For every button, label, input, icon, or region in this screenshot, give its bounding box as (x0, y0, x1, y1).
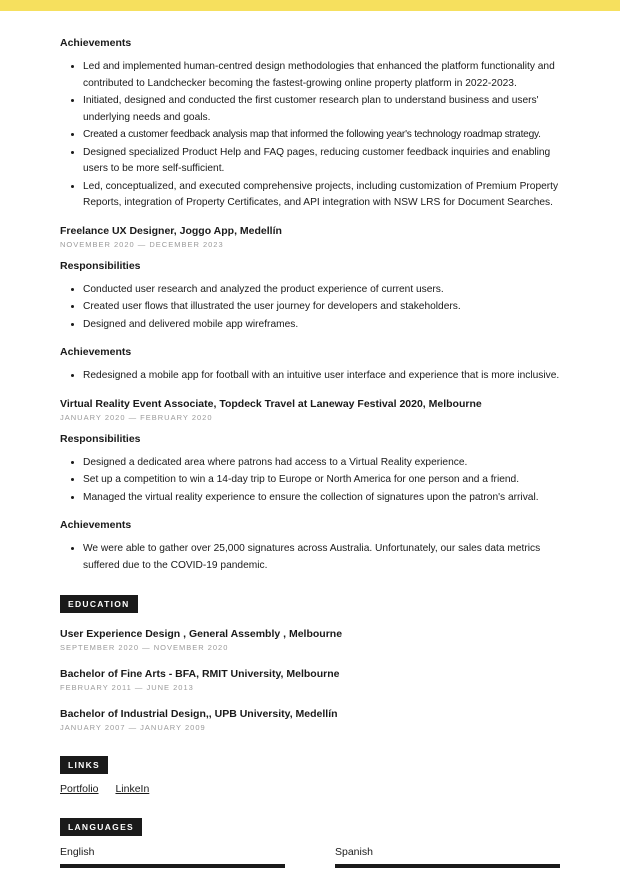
list-item: • Set up a competition to win a 14-day trip to Europe or North America for one person and a friend. (83, 471, 560, 489)
achievements-list (60, 540, 560, 574)
list-item: • Initiated, designed and conducted the first customer research plan to understand business and users' underlying needs and goals. (83, 92, 560, 126)
responsibilities-heading: Responsibilities (60, 432, 141, 445)
education-label: EDUCATION (60, 595, 138, 613)
achievements-heading: Achievements (60, 519, 132, 531)
list-item: • We were able to gather over 25,000 signatures across Australia. Unfortunately, our sales data metrics suffered due to the COVID-19 pandemic. (83, 540, 560, 574)
links-row (60, 783, 560, 795)
education-title: Bachelor of Fine Arts - BFA, RMIT University, Melbourne (60, 668, 340, 680)
list-item: • Created a customer feedback analysis map that informed the following year's technology roadmap strategy. (83, 126, 560, 144)
list-item: • Conducted user research and analyzed the product experience of current users. (83, 281, 560, 299)
list-item: • Redesigned a mobile app for football with an intuitive user interface and experience that is more inclusive. (83, 367, 560, 385)
language-name: Spanish (335, 846, 373, 858)
responsibilities-list (60, 454, 560, 507)
education-title: Bachelor of Industrial Design,, UPB University, Medellín (60, 708, 338, 720)
list-item: • Created user flows that illustrated the user journey for developers and stakeholders. (83, 298, 560, 316)
list-item: • Designed and delivered mobile app wireframes. (83, 316, 560, 334)
education-item (60, 707, 560, 733)
education-item (60, 667, 560, 693)
language-item (60, 845, 285, 868)
languages-label: LANGUAGES (60, 818, 142, 836)
list-item: • Designed specialized Product Help and FAQ pages, reducing customer feedback inquiries and enabling users to be more self-sufficient. (83, 144, 560, 178)
language-level-bar (335, 864, 560, 868)
links-section (60, 755, 560, 795)
responsibilities-list (60, 281, 560, 334)
list-item: • Designed a dedicated area where patrons had access to a Virtual Reality experience. (83, 454, 560, 472)
achievements-heading: Achievements (60, 37, 132, 49)
linkedin-link[interactable]: LinkeIn (115, 783, 150, 795)
job-dates: NOVEMBER 2020 — DECEMBER 2023 (60, 239, 224, 249)
languages-row (60, 845, 560, 868)
list-item: • Managed the virtual reality experience to ensure the collection of signatures upon the patron's arrival. (83, 489, 560, 507)
links-label: LINKS (60, 756, 108, 774)
language-level-fill (60, 864, 285, 868)
responsibilities-heading: Responsibilities (60, 259, 141, 272)
education-section (60, 594, 560, 733)
language-level-fill (335, 864, 560, 868)
education-dates: FEBRUARY 2011 — JUNE 2013 (60, 683, 194, 692)
education-dates: SEPTEMBER 2020 — NOVEMBER 2020 (60, 643, 229, 652)
job-title: Freelance UX Designer, Joggo App, Medellín (60, 224, 282, 237)
language-name: English (60, 846, 95, 858)
language-item (335, 845, 560, 868)
languages-section (60, 817, 560, 868)
achievements-heading: Achievements (60, 346, 132, 358)
job-topdeck (60, 397, 560, 575)
top-accent-bar (0, 0, 620, 11)
job-landchecker-continued (60, 36, 560, 212)
education-item (60, 627, 560, 653)
achievements-list (60, 367, 560, 385)
job-dates: JANUARY 2020 — FEBRUARY 2020 (60, 412, 213, 422)
achievements-list (60, 58, 560, 212)
education-title: User Experience Design , General Assembly , Melbourne (60, 628, 343, 640)
language-level-bar (60, 864, 285, 868)
portfolio-link[interactable]: Portfolio (60, 783, 99, 795)
job-title: Virtual Reality Event Associate, Topdeck Travel at Laneway Festival 2020, Melbourne (60, 397, 482, 410)
education-dates: JANUARY 2007 — JANUARY 2009 (60, 723, 206, 732)
list-item: • Led and implemented human-centred design methodologies that enhanced the platform functionality and contributed to Landchecker becoming the fastest-growing online property platform in 2022-2023. (83, 58, 560, 92)
list-item: • Led, conceptualized, and executed comprehensive projects, including customization of Premium Property Reports, integration of Property Certificates, and API integration with NSW LRS for Document Searches. (83, 178, 560, 212)
resume-page (60, 36, 560, 868)
job-joggo (60, 224, 560, 385)
